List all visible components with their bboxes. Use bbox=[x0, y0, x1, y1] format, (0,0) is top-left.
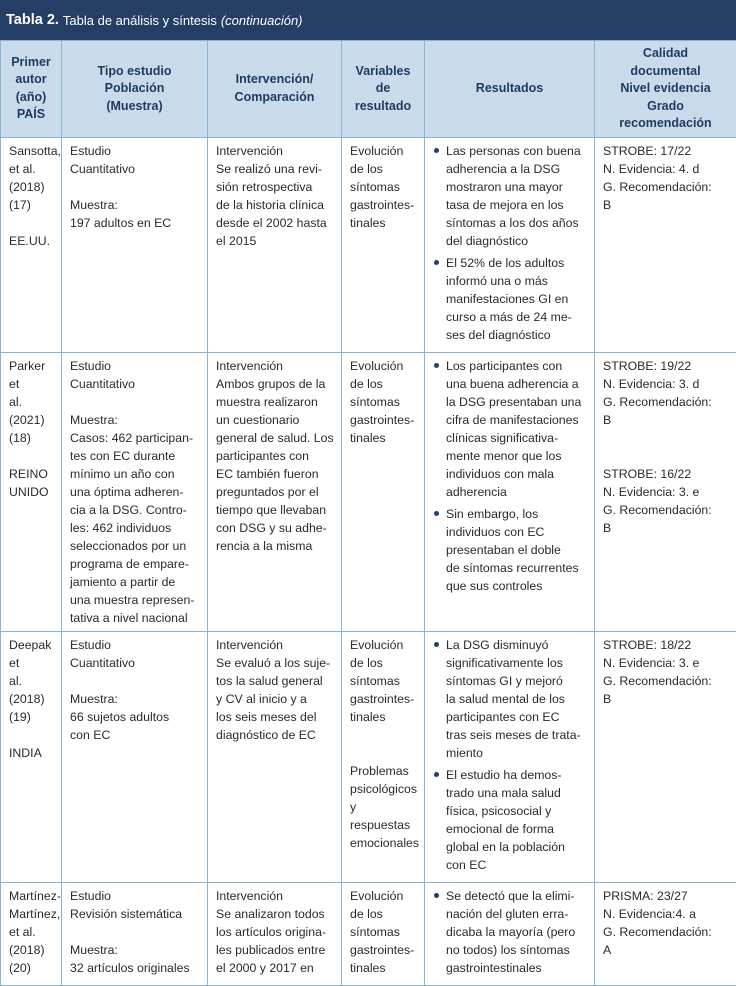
table-row bbox=[1, 882, 736, 985]
intervention-text: un cuestionario bbox=[216, 411, 335, 429]
result-text: adherencia a la DSG bbox=[446, 160, 588, 178]
sample-text: Muestra: bbox=[70, 411, 201, 429]
author-text: (19) bbox=[9, 708, 55, 726]
cell-variables bbox=[342, 352, 425, 631]
quality-text: B bbox=[603, 196, 730, 214]
sample-text: jamiento a partir de bbox=[70, 573, 201, 591]
cell-intervention bbox=[208, 631, 342, 882]
variable-text: gastrointes- bbox=[350, 411, 418, 429]
spacer bbox=[9, 214, 55, 232]
quality-text: STROBE: 18/22 bbox=[603, 636, 730, 654]
cell-intervention bbox=[208, 137, 342, 352]
intervention-text: tos la salud general bbox=[216, 672, 335, 690]
variable-text: de los bbox=[350, 905, 418, 923]
header-text: autor bbox=[5, 71, 57, 89]
result-text: tasa de mejora en los bbox=[446, 196, 588, 214]
header-text: documental bbox=[599, 63, 732, 81]
intervention-text: EC también fueron bbox=[216, 465, 335, 483]
variable-text: Evolución bbox=[350, 636, 418, 654]
variable-text: síntomas bbox=[350, 672, 418, 690]
table-number: Tabla 2. bbox=[6, 12, 59, 28]
author-text: al. (2021) bbox=[9, 393, 55, 429]
quality-text: G. Recomendación: bbox=[603, 393, 730, 411]
intervention-text: los seis meses del bbox=[216, 708, 335, 726]
header-text: resultado bbox=[346, 98, 420, 116]
sample-text: Muestra: bbox=[70, 941, 201, 959]
cell-quality bbox=[595, 882, 736, 985]
header-text: Comparación bbox=[212, 89, 337, 107]
results-list bbox=[433, 636, 588, 874]
result-text: adherencia bbox=[446, 483, 588, 501]
header-text: Primer bbox=[5, 54, 57, 72]
result-text: trado una mala salud bbox=[446, 784, 588, 802]
cell-results bbox=[425, 631, 595, 882]
header-text: Variables bbox=[346, 63, 420, 81]
cell-study-type bbox=[62, 352, 208, 631]
author-text: Sansotta, bbox=[9, 142, 55, 160]
result-text: manifestaciones GI en bbox=[446, 290, 588, 308]
sample-text: cia a la DSG. Contro- bbox=[70, 501, 201, 519]
results-list bbox=[433, 142, 588, 344]
study-type-text: Estudio bbox=[70, 887, 201, 905]
intervention-text: Ambos grupos de la bbox=[216, 375, 335, 393]
quality-text: N. Evidencia: 4. d bbox=[603, 160, 730, 178]
sample-text: tes con EC durante bbox=[70, 447, 201, 465]
author-text: et al. bbox=[9, 160, 55, 178]
quality-text: G. Recomendación: bbox=[603, 178, 730, 196]
cell-study-type bbox=[62, 882, 208, 985]
intervention-text: de la historia clínica bbox=[216, 196, 335, 214]
cell-results bbox=[425, 882, 595, 985]
spacer bbox=[70, 178, 201, 196]
sample-text: les: 462 individuos bbox=[70, 519, 201, 537]
header-text: recomendación bbox=[599, 115, 732, 133]
col-header-author bbox=[1, 41, 62, 138]
header-text: Calidad bbox=[599, 45, 732, 63]
table-title-bar bbox=[0, 0, 736, 40]
result-text: cifra de manifestaciones bbox=[446, 411, 588, 429]
result-text: informó una o más bbox=[446, 272, 588, 290]
intervention-text: Intervención bbox=[216, 142, 335, 160]
author-text: Martínez, bbox=[9, 905, 55, 923]
variable-text: de los bbox=[350, 654, 418, 672]
sample-text: 197 adultos en EC bbox=[70, 214, 201, 232]
list-item bbox=[433, 636, 588, 762]
quality-text: N. Evidencia: 3. e bbox=[603, 654, 730, 672]
result-text: síntomas GI y mejoró bbox=[446, 672, 588, 690]
study-type-text: Estudio bbox=[70, 142, 201, 160]
intervention-text: diagnóstico de EC bbox=[216, 726, 335, 744]
spacer bbox=[70, 393, 201, 411]
result-text: una buena adherencia a bbox=[446, 375, 588, 393]
quality-text: STROBE: 19/22 bbox=[603, 357, 730, 375]
result-text: tras seis meses de trata- bbox=[446, 726, 588, 744]
variable-text: emocionales bbox=[350, 834, 418, 852]
result-text: global en la población bbox=[446, 838, 588, 856]
sample-text: Muestra: bbox=[70, 690, 201, 708]
sample-text: seleccionados por un bbox=[70, 537, 201, 555]
quality-text: B bbox=[603, 690, 730, 708]
intervention-text: rencia a la misma bbox=[216, 537, 335, 555]
result-text: la DSG presentaban una bbox=[446, 393, 588, 411]
quality-text: STROBE: 17/22 bbox=[603, 142, 730, 160]
result-text: El 52% de los adultos bbox=[446, 254, 588, 272]
study-type-text: Revisión sistemática bbox=[70, 905, 201, 923]
spacer bbox=[9, 447, 55, 465]
cell-author bbox=[1, 137, 62, 352]
col-header-variables bbox=[342, 41, 425, 138]
result-text: la salud mental de los bbox=[446, 690, 588, 708]
result-text: El estudio ha demos- bbox=[446, 766, 588, 784]
intervention-text: general de salud. Los bbox=[216, 429, 335, 447]
table-title: Tabla de análisis y síntesis bbox=[63, 13, 217, 28]
study-type-text: Estudio bbox=[70, 636, 201, 654]
cell-variables bbox=[342, 882, 425, 985]
intervention-text: con DSG y su adhe- bbox=[216, 519, 335, 537]
intervention-text: sión retrospectiva bbox=[216, 178, 335, 196]
list-item bbox=[433, 766, 588, 874]
intervention-text: el 2000 y 2017 en bbox=[216, 959, 335, 977]
variable-text: Evolución bbox=[350, 142, 418, 160]
spacer bbox=[70, 672, 201, 690]
result-text: participantes con EC bbox=[446, 708, 588, 726]
variable-text: tinales bbox=[350, 959, 418, 977]
cell-quality bbox=[595, 631, 736, 882]
header-text: Tipo estudio bbox=[66, 63, 203, 81]
variable-text: síntomas bbox=[350, 393, 418, 411]
result-text: del diagnóstico bbox=[446, 232, 588, 250]
header-text: Grado bbox=[599, 98, 732, 116]
result-text: Se detectó que la elimi- bbox=[446, 887, 588, 905]
variable-text: gastrointes- bbox=[350, 196, 418, 214]
table-title-continuation: (continuación) bbox=[221, 13, 303, 28]
study-type-text: Cuantitativo bbox=[70, 375, 201, 393]
result-text: Las personas con buena bbox=[446, 142, 588, 160]
result-text: miento bbox=[446, 744, 588, 762]
sample-text: Muestra: bbox=[70, 196, 201, 214]
header-text: (año) bbox=[5, 89, 57, 107]
sample-text: 32 artículos originales bbox=[70, 959, 201, 977]
variable-text: síntomas bbox=[350, 923, 418, 941]
author-text: Martínez- bbox=[9, 887, 55, 905]
variable-text: de los bbox=[350, 160, 418, 178]
results-list bbox=[433, 887, 588, 977]
cell-quality bbox=[595, 352, 736, 631]
cell-study-type bbox=[62, 631, 208, 882]
cell-study-type bbox=[62, 137, 208, 352]
quality-text: G. Recomendación: bbox=[603, 672, 730, 690]
result-text: emocional de forma bbox=[446, 820, 588, 838]
variable-text: tinales bbox=[350, 429, 418, 447]
cell-variables bbox=[342, 137, 425, 352]
author-text: et al. bbox=[9, 923, 55, 941]
country-text: EE.UU. bbox=[9, 232, 55, 250]
variable-text: Evolución bbox=[350, 357, 418, 375]
quality-text: B bbox=[603, 519, 730, 537]
col-header-results bbox=[425, 41, 595, 138]
quality-text: G. Recomendación: bbox=[603, 923, 730, 941]
variable-text: de los bbox=[350, 375, 418, 393]
spacer bbox=[603, 429, 730, 465]
author-text: (17) bbox=[9, 196, 55, 214]
intervention-text: desde el 2002 hasta bbox=[216, 214, 335, 232]
header-text: Intervención/ bbox=[212, 71, 337, 89]
sample-text: con EC bbox=[70, 726, 201, 744]
sample-text: una óptima adheren- bbox=[70, 483, 201, 501]
cell-intervention bbox=[208, 352, 342, 631]
variable-text: psicológicos bbox=[350, 780, 418, 798]
variable-text: Problemas bbox=[350, 762, 418, 780]
intervention-text: y CV al inicio y a bbox=[216, 690, 335, 708]
sample-text: programa de empare- bbox=[70, 555, 201, 573]
author-text: (18) bbox=[9, 429, 55, 447]
intervention-text: Intervención bbox=[216, 357, 335, 375]
quality-text: N. Evidencia: 3. d bbox=[603, 375, 730, 393]
spacer bbox=[350, 726, 418, 762]
header-text: PAÍS bbox=[5, 106, 57, 124]
result-text: Los participantes con bbox=[446, 357, 588, 375]
result-text: con EC bbox=[446, 856, 588, 874]
intervention-text: el 2015 bbox=[216, 232, 335, 250]
result-text: de síntomas recurrentes bbox=[446, 559, 588, 577]
intervention-text: les publicados entre bbox=[216, 941, 335, 959]
cell-author bbox=[1, 352, 62, 631]
result-text: presentaban el doble bbox=[446, 541, 588, 559]
intervention-text: preguntados por el bbox=[216, 483, 335, 501]
sample-text: mínimo un año con bbox=[70, 465, 201, 483]
table-header-row bbox=[1, 41, 736, 138]
result-text: significativamente los bbox=[446, 654, 588, 672]
result-text: mente menor que los bbox=[446, 447, 588, 465]
list-item bbox=[433, 142, 588, 250]
sample-text: tativa a nivel nacional bbox=[70, 609, 201, 627]
cell-results bbox=[425, 137, 595, 352]
quality-text: STROBE: 16/22 bbox=[603, 465, 730, 483]
sample-text: Casos: 462 participan- bbox=[70, 429, 201, 447]
result-text: gastrointestinales bbox=[446, 959, 588, 977]
table-row bbox=[1, 631, 736, 882]
analysis-synthesis-table bbox=[0, 40, 736, 986]
study-type-text: Estudio bbox=[70, 357, 201, 375]
author-text: (2018) bbox=[9, 178, 55, 196]
intervention-text: Se evaluó a los suje- bbox=[216, 654, 335, 672]
results-list bbox=[433, 357, 588, 595]
list-item bbox=[433, 887, 588, 977]
header-text: Resultados bbox=[429, 80, 590, 98]
result-text: curso a más de 24 me- bbox=[446, 308, 588, 326]
header-text: de bbox=[346, 80, 420, 98]
cell-author bbox=[1, 631, 62, 882]
cell-author bbox=[1, 882, 62, 985]
study-type-text: Cuantitativo bbox=[70, 654, 201, 672]
intervention-text: participantes con bbox=[216, 447, 335, 465]
list-item bbox=[433, 254, 588, 344]
intervention-text: Intervención bbox=[216, 636, 335, 654]
result-text: dicaba la mayoría (pero bbox=[446, 923, 588, 941]
cell-intervention bbox=[208, 882, 342, 985]
spacer bbox=[70, 923, 201, 941]
result-text: nación del gluten erra- bbox=[446, 905, 588, 923]
variable-text: tinales bbox=[350, 214, 418, 232]
col-header-quality bbox=[595, 41, 736, 138]
intervention-text: los artículos origina- bbox=[216, 923, 335, 941]
header-text: Población bbox=[66, 80, 203, 98]
result-text: física, psicosocial y bbox=[446, 802, 588, 820]
country-text: UNIDO bbox=[9, 483, 55, 501]
cell-variables bbox=[342, 631, 425, 882]
variable-text: gastrointes- bbox=[350, 941, 418, 959]
result-text: individuos con mala bbox=[446, 465, 588, 483]
cell-quality bbox=[595, 137, 736, 352]
study-type-text: Cuantitativo bbox=[70, 160, 201, 178]
quality-text: A bbox=[603, 941, 730, 959]
result-text: mostraron una mayor bbox=[446, 178, 588, 196]
variable-text: síntomas bbox=[350, 178, 418, 196]
table-row bbox=[1, 137, 736, 352]
result-text: individuos con EC bbox=[446, 523, 588, 541]
table-row bbox=[1, 352, 736, 631]
quality-text: N. Evidencia:4. a bbox=[603, 905, 730, 923]
header-text: Nivel evidencia bbox=[599, 80, 732, 98]
list-item bbox=[433, 505, 588, 595]
author-text: al. (2018) bbox=[9, 672, 55, 708]
quality-text: PRISMA: 23/27 bbox=[603, 887, 730, 905]
result-text: síntomas a los dos años bbox=[446, 214, 588, 232]
result-text: ses del diagnóstico bbox=[446, 326, 588, 344]
quality-text: G. Recomendación: bbox=[603, 501, 730, 519]
spacer bbox=[9, 726, 55, 744]
country-text: INDIA bbox=[9, 744, 55, 762]
intervention-text: Intervención bbox=[216, 887, 335, 905]
author-text: Deepak et bbox=[9, 636, 55, 672]
author-text: Parker et bbox=[9, 357, 55, 393]
intervention-text: Se analizaron todos bbox=[216, 905, 335, 923]
author-text: (2018) (20) bbox=[9, 941, 55, 977]
list-item bbox=[433, 357, 588, 501]
sample-text: una muestra represen- bbox=[70, 591, 201, 609]
result-text: no todos) los síntomas bbox=[446, 941, 588, 959]
sample-text: 66 sujetos adultos bbox=[70, 708, 201, 726]
intervention-text: tiempo que llevaban bbox=[216, 501, 335, 519]
variable-text: tinales bbox=[350, 708, 418, 726]
result-text: Sin embargo, los bbox=[446, 505, 588, 523]
intervention-text: Se realizó una revi- bbox=[216, 160, 335, 178]
result-text: La DSG disminuyó bbox=[446, 636, 588, 654]
country-text: REINO bbox=[9, 465, 55, 483]
intervention-text: muestra realizaron bbox=[216, 393, 335, 411]
result-text: clínicas significativa- bbox=[446, 429, 588, 447]
col-header-study-type bbox=[62, 41, 208, 138]
variable-text: y respuestas bbox=[350, 798, 418, 834]
quality-text: B bbox=[603, 411, 730, 429]
cell-results bbox=[425, 352, 595, 631]
result-text: que sus controles bbox=[446, 577, 588, 595]
header-text: (Muestra) bbox=[66, 98, 203, 116]
variable-text: Evolución bbox=[350, 887, 418, 905]
quality-text: N. Evidencia: 3. e bbox=[603, 483, 730, 501]
variable-text: gastrointes- bbox=[350, 690, 418, 708]
col-header-intervention bbox=[208, 41, 342, 138]
